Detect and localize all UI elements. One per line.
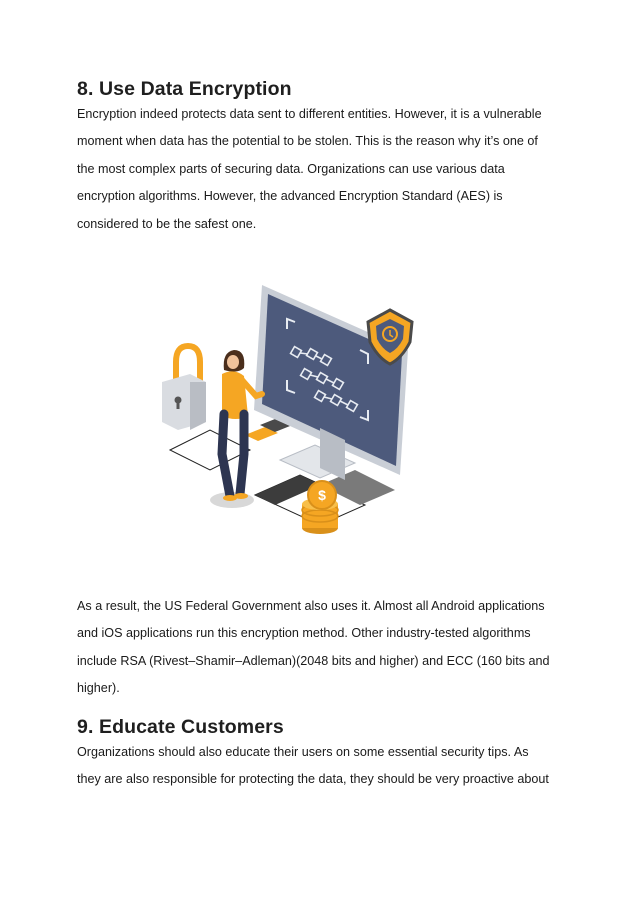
text-line: moment when data has the potential to be stolen. This is the reason why it’s one of	[77, 134, 538, 149]
paragraph-result	[77, 593, 557, 703]
text-line: Encryption indeed protects data sent to different entities. However, it is a vulnerable	[77, 107, 542, 121]
text-line: they are also responsible for protecting the data, they should be very proactive about	[77, 772, 549, 787]
text-line: the most complex parts of securing data. Organizations can use various data	[77, 161, 505, 176]
text-line: Organizations should also educate their users on some essential security tips. As	[77, 745, 529, 759]
text-line: encryption algorithms. However, the advanced Encryption Standard (AES) is	[77, 189, 503, 204]
paragraph-educate	[77, 739, 557, 794]
text-line: higher).	[77, 681, 120, 696]
section-heading-use-data-encryption: 8. Use Data Encryption	[77, 78, 292, 100]
text-line: include RSA (Rivest–Shamir–Adleman)(2048 bits and higher) and ECC (160 bits and	[77, 653, 550, 668]
person-figure	[222, 350, 262, 501]
paragraph-encryption	[77, 101, 557, 238]
text-line: As a result, the US Federal Government also uses it. Almost all Android applications	[77, 599, 545, 613]
coin-symbol: $	[318, 487, 326, 503]
encryption-illustration	[150, 270, 430, 550]
text-line: considered to be the safest one.	[77, 216, 257, 231]
section-heading-educate-customers: 9. Educate Customers	[77, 716, 284, 738]
text-line: and iOS applications run this encryption method. Other industry-tested algorithms	[77, 626, 531, 641]
lock-icon	[162, 346, 206, 430]
